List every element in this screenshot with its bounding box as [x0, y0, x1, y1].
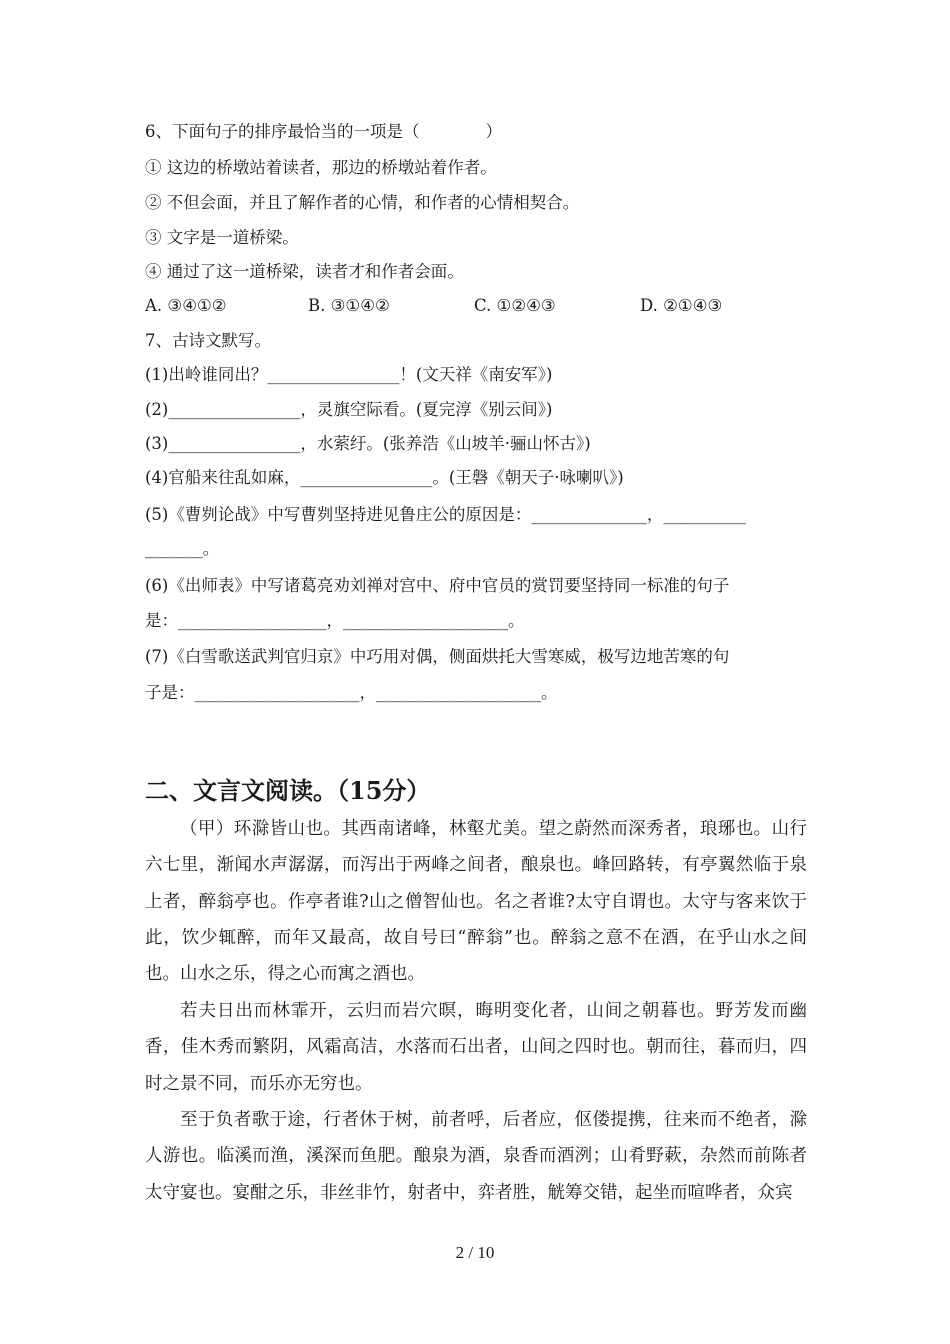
passage-paragraph-1: （甲）环滁皆山也。其西南诸峰，林壑尤美。望之蔚然而深秀者，琅琊也。山行六七里，渐闻水声潺潺，而泻出于两峰之间者，酿泉也。峰回路转，有亭翼然临于泉上者，醉翁亭也。作亭者谁?山之僧智仙也。名之者谁?太守自谓也。太守与客来饮于此，饮少辄醉，而年又最高，故自号曰“醉翁”也。醉翁之意不在酒，在乎山水之间也。山水之乐，得之心而寓之酒也。 — [145, 819, 807, 985]
q7-item-7-line1: (7)《白雪歌送武判官归京》中巧用对偶，侧面烘托大雪寒威，极写边地苦寒的句 — [145, 647, 730, 666]
passage-paragraph-3: 至于负者歌于途，行者休于树，前者呼，后者应，伛偻提携，往来而不绝者，滁人游也。临溪而渔，溪深而鱼肥。酿泉为酒，泉香而酒洌；山肴野蔌，杂然而前陈者太守宴也。宴酣之乐，非丝非竹，射者中，弈者胜，觥筹交错，起坐而喧哗者，众宾 — [145, 1110, 807, 1203]
q6-sentence-4: ④ 通过了这一道桥梁，读者才和作者会面。 — [145, 262, 464, 281]
section-2-heading: 二、文言文阅读。（15分） — [145, 776, 431, 805]
q7-item-3: (3)________________，水萦纡。(张养浩《山坡羊·骊山怀古》) — [145, 434, 591, 453]
q7-item-1: (1)出岭谁同出？________________！(文天祥《南安军》) — [145, 365, 553, 384]
q7-item-2: (2)________________，灵旗空际看。(夏完淳《别云间》) — [145, 400, 553, 419]
q7-stem: 7、古诗文默写。 — [145, 331, 271, 350]
q7-item-5-line2: _______。 — [145, 539, 220, 558]
passage-paragraph-2: 若夫日出而林霏开，云归而岩穴暝，晦明变化者，山间之朝暮也。野芳发而幽香，佳木秀而繁阴，风霜高洁，水落而石出者，山间之四时也。朝而往，暮而归，四时之景不同，而乐亦无穷也。 — [145, 1001, 807, 1094]
q7-item-6-line1: (6)《出师表》中写诸葛亮劝刘禅对宫中、府中官员的赏罚要坚持同一标准的句子 — [145, 576, 730, 595]
q6-option-b: B. ③①④② — [308, 296, 390, 315]
q6-option-c: C. ①②④③ — [474, 296, 556, 315]
q6-sentence-3: ③ 文字是一道桥梁。 — [145, 228, 299, 247]
q7-item-5-line1: (5)《曹刿论战》中写曹刿坚持进见鲁庄公的原因是：______________，__________ — [145, 505, 746, 524]
q6-option-d: D. ②①④③ — [640, 296, 723, 315]
q7-item-7-line2: 子是：____________________，____________________。 — [145, 683, 558, 702]
q7-item-6-line2: 是：__________________，____________________。 — [145, 611, 525, 630]
q6-stem: 6、下面句子的排序最恰当的一项是（ ） — [145, 122, 502, 141]
page-number: 2 / 10 — [455, 1243, 495, 1262]
q6-option-a: A. ③④①② — [145, 296, 227, 315]
q6-sentence-2: ② 不但会面，并且了解作者的心情，和作者的心情相契合。 — [145, 193, 580, 212]
q7-item-4: (4)官船来往乱如麻，________________。(王磐《朝天子·咏喇叭》) — [145, 468, 624, 487]
q6-sentence-1: ① 这边的桥墩站着读者，那边的桥墩站着作者。 — [145, 158, 497, 177]
